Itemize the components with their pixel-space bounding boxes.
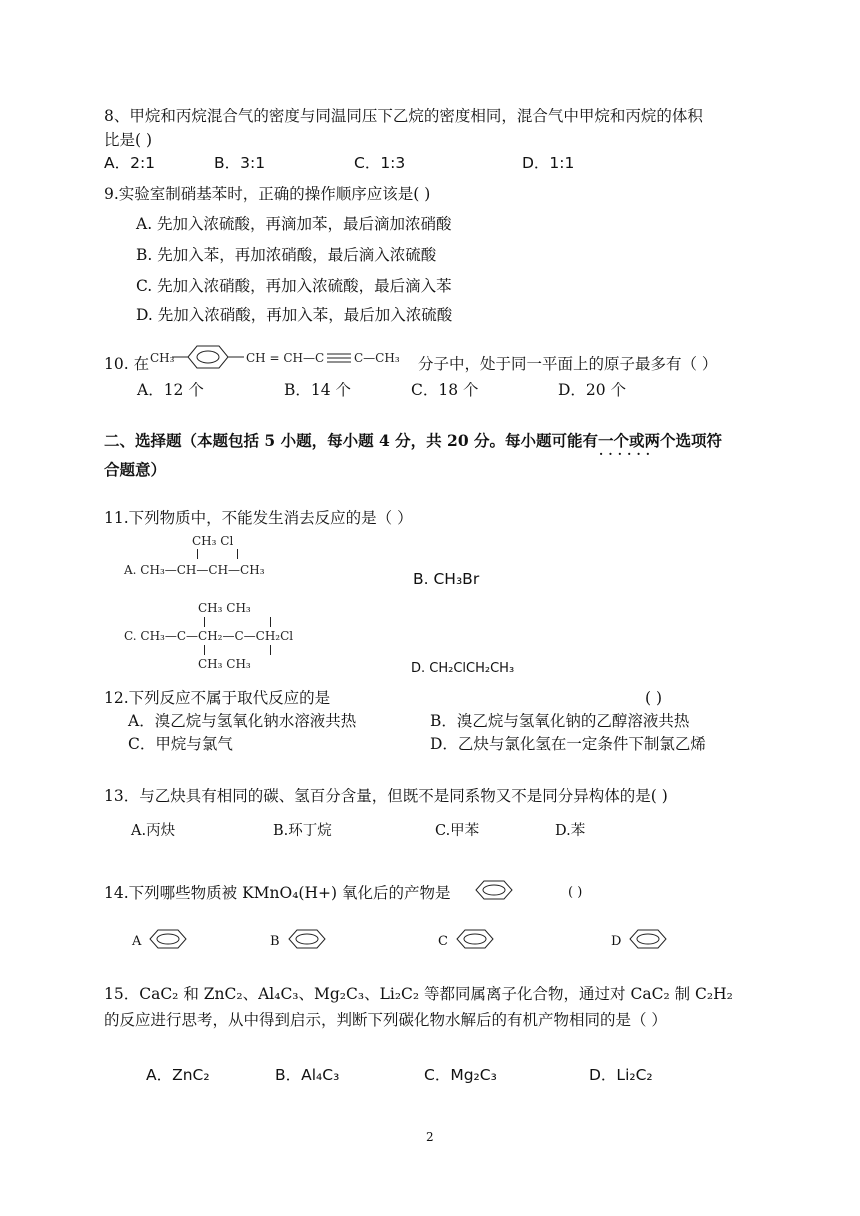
q13-stem: 13．与乙炔具有相同的碳、氢百分含量，但既不是同系物又不是同分异构体的是( ) (104, 787, 668, 805)
q11-a-bond-2 (237, 549, 238, 559)
q11-a-branch-labels: CH₃ Cl (192, 534, 234, 548)
q11-option-a-structure (124, 534, 324, 582)
q10-option-c: C．18 个 (411, 381, 479, 399)
q13-option-b: B.环丁烷 (273, 823, 332, 839)
q11-c-bond-2 (270, 617, 271, 627)
q15-option-c: C．Mg₂C₃ (424, 1066, 497, 1084)
q14-option-b-benzene-icon (287, 928, 327, 950)
q15-stem-line2: 的反应进行思考，从中得到启示，判断下列碳化物水解后的有机产物相同的是（ ） (104, 1011, 667, 1029)
q15-option-a: A．ZnC₂ (146, 1066, 210, 1084)
q13-option-d: D.苯 (555, 823, 586, 839)
q8-option-c: C．1:3 (354, 154, 406, 172)
q10-formula-ch3-left: CH₃ (150, 351, 175, 365)
page-number: 2 (426, 1130, 434, 1144)
q12-option-d: D．乙炔与氯化氢在一定条件下制氯乙烯 (430, 735, 706, 753)
q11-a-bond-1 (197, 549, 198, 559)
q8-stem-line1: 8、甲烷和丙烷混合气的密度与同温同压下乙烷的密度相同，混合气中甲烷和丙烷的体积 (104, 107, 703, 125)
q14-product-benzene-icon (474, 879, 514, 901)
q9-option-d: D. 先加入浓硝酸，再加入苯，最后加入浓硫酸 (136, 306, 453, 324)
q10-structural-formula (150, 343, 410, 371)
q14-stem: 14.下列哪些物质被 KMnO₄(H+) 氧化后的产物是 (104, 884, 451, 902)
q11-c-top-branches: CH₃ CH₃ (198, 601, 251, 615)
section2-heading-text-c: 选项符 (675, 431, 723, 450)
q8-stem-line2: 比是( ) (104, 131, 153, 149)
q14-option-c-benzene-icon (455, 928, 495, 950)
q11-option-c-structure (124, 601, 384, 673)
q9-option-b: B. 先加入苯，再加浓硝酸，最后滴入浓硫酸 (136, 246, 437, 264)
q11-c-bottom-branches: CH₃ CH₃ (198, 657, 251, 671)
q13-option-c: C.甲苯 (435, 823, 480, 839)
q10-formula-ch3-right: C—CH₃ (354, 351, 400, 365)
q14-option-d-benzene-icon (628, 928, 668, 950)
q11-c-bond-3 (204, 645, 205, 655)
section2-heading-line2: 合题意） (104, 460, 167, 479)
q12-stem: 12.下列反应不属于取代反应的是 (104, 689, 331, 707)
q11-option-d: D. CH₂ClCH₂CH₃ (411, 661, 515, 676)
q9-option-c: C. 先加入浓硝酸，再加入浓硫酸，最后滴入苯 (136, 277, 452, 295)
section2-heading-line1 (104, 431, 722, 451)
q12-option-c: C．甲烷与氯气 (128, 735, 233, 753)
q10-formula-vinyl: CH = CH—C (246, 351, 325, 365)
q13-option-a: A.丙炔 (131, 823, 176, 839)
q14-option-a-label: A (132, 934, 142, 949)
q8-option-b: B．3:1 (214, 154, 266, 172)
q11-option-b: B. CH₃Br (413, 570, 480, 588)
q15-option-d: D．Li₂C₂ (589, 1066, 653, 1084)
q10-option-d: D．20 个 (558, 381, 627, 399)
q11-c-bond-4 (270, 645, 271, 655)
benzene-ring-icon (172, 343, 248, 371)
q14-option-c-label: C (438, 934, 448, 949)
q11-stem: 11.下列物质中，不能发生消去反应的是（ ） (104, 509, 413, 527)
q14-option-a-benzene-icon (148, 928, 188, 950)
section2-emphasis: 一个或两个 · · (598, 431, 676, 450)
q11-c-bond-1 (204, 617, 205, 627)
q12-option-b: B．溴乙烷与氢氧化钠的乙醇溶液共热 (430, 712, 690, 730)
q12-option-a: A．溴乙烷与氢氧化钠水溶液共热 (128, 712, 357, 730)
q10-suffix: 分子中，处于同一平面上的原子最多有（ ） (418, 355, 718, 373)
section2-heading-text-a: 二、选择题（本题包括 5 小题，每小题 4 分，共 20 分。每小题可能有 (104, 431, 599, 450)
q10-option-a: A．12 个 (137, 381, 204, 399)
q14-paren: ( ) (568, 885, 583, 900)
q9-stem: 9.实验室制硝基苯时，正确的操作顺序应该是( ) (104, 185, 431, 203)
q10-option-b: B．14 个 (284, 381, 352, 399)
q11-c-main-chain: C. CH₃—C—CH₂—C—CH₂Cl (124, 629, 294, 643)
q14-option-d-label: D (611, 934, 622, 949)
q12-paren: ( ) (645, 689, 663, 707)
q9-option-a: A. 先加入浓硫酸，再滴加苯，最后滴加浓硝酸 (136, 215, 452, 233)
triple-bond-icon (325, 351, 353, 365)
q15-stem-line1: 15．CaC₂ 和 ZnC₂、Al₄C₃、Mg₂C₃、Li₂C₂ 等都同属离子化合物，通过对 CaC₂ 制 C₂H₂ (104, 985, 733, 1003)
q14-option-b-label: B (270, 934, 280, 949)
q10-prefix: 10. 在 (104, 355, 150, 373)
q8-option-a: A．2:1 (104, 154, 156, 172)
q8-option-d: D．1:1 (522, 154, 575, 172)
q15-option-b: B．Al₄C₃ (275, 1066, 340, 1084)
q11-a-main-chain: A. CH₃—CH—CH—CH₃ (124, 563, 265, 577)
